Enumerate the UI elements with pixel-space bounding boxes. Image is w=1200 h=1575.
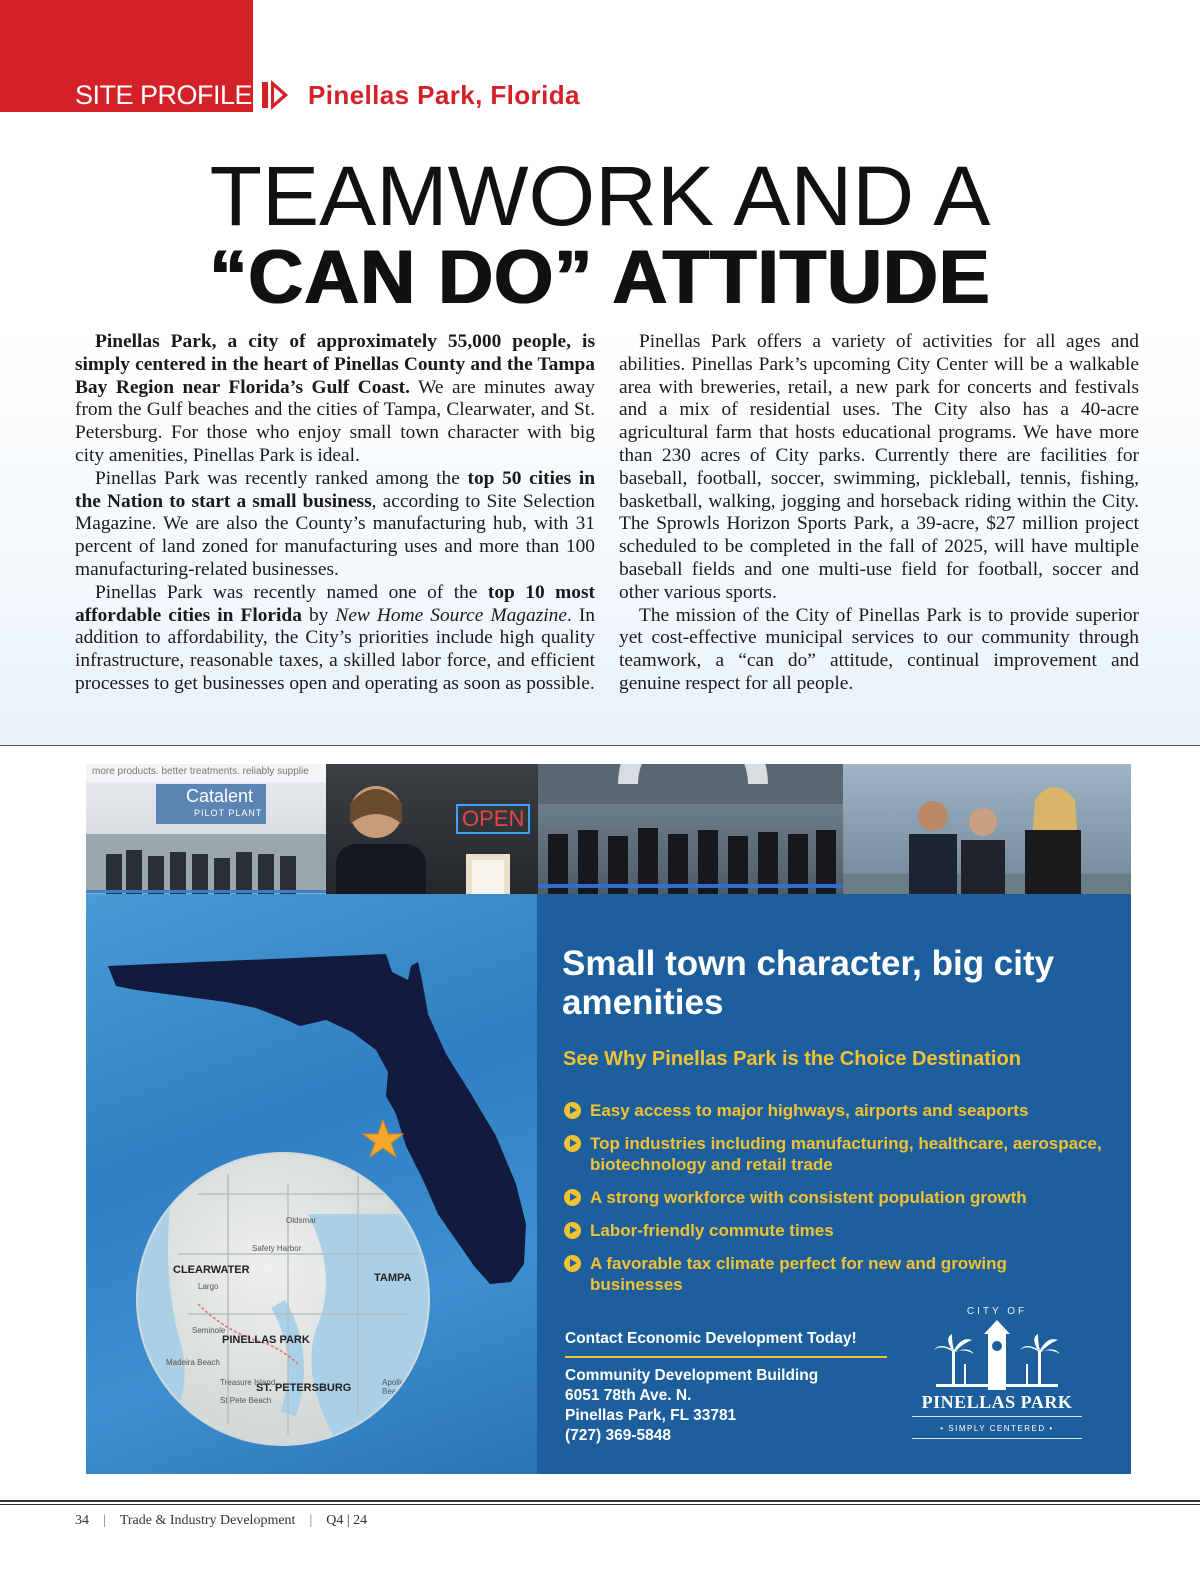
section-header <box>75 77 580 113</box>
chevron-right-icon <box>262 78 290 112</box>
phone-number: (727) 369-5848 <box>565 1427 671 1444</box>
map-label-largo: Largo <box>198 1282 219 1291</box>
photo-sign-text: Catalent <box>186 786 254 806</box>
section-divider <box>0 745 1200 746</box>
map-label-seminole: Seminole <box>192 1326 226 1335</box>
ad-subhead: See Why Pinellas Park is the Choice Destination <box>563 1048 1021 1070</box>
article-paragraph <box>619 605 1139 696</box>
article-column-2 <box>619 331 1139 696</box>
address-line: 6051 78th Ave. N. <box>565 1387 692 1404</box>
logo-name: PINELLAS PARK <box>921 1392 1073 1412</box>
list-item: A strong workforce with consistent population growth <box>564 1187 1104 1208</box>
advertisement <box>86 764 1131 1474</box>
paragraph-text: , according to Site Selection Magazine. We are also the County’s manufacturing hub, with 31 percent of land zoned for manufacturing uses and more than 100 manufacturing-related businesses. <box>75 490 595 580</box>
paragraph-text: top 10 most affordable cities in Florida <box>75 581 596 626</box>
paragraph-text: top 50 cities in the Nation to start a small business <box>75 467 595 512</box>
article-column-1 <box>75 331 595 696</box>
issue-label: Q4 | 24 <box>326 1513 368 1528</box>
list-item: Top industries including manufacturing, healthcare, aerospace, biotechnology and retail trade <box>564 1133 1104 1175</box>
map-label-apollo-beach: Apollo Beach <box>382 1378 405 1396</box>
article-paragraph <box>75 468 595 582</box>
play-bullet-icon <box>564 1135 581 1152</box>
clock-tower-palm-icon <box>932 1320 1062 1390</box>
paragraph-text: The mission of the City of Pinellas Park is to provide superior yet cost-effective municipal services to our community through teamwork, a “can do” attitude, continual improvement and genuine respect for all people. <box>619 604 1139 694</box>
paragraph-text: Pinellas Park was recently named one of the <box>95 581 488 603</box>
open-sign: OPEN <box>456 804 530 834</box>
list-item: Labor-friendly commute times <box>564 1220 1104 1241</box>
article-paragraph <box>75 331 595 468</box>
page-footer <box>75 1510 367 1532</box>
map-label-madeira-beach: Madeira Beach <box>166 1358 220 1367</box>
map-label-st-pete-beach: St Pete Beach <box>220 1396 272 1405</box>
paragraph-text: Pinellas Park was recently ranked among the <box>95 467 468 489</box>
footer-separator: | <box>103 1513 106 1528</box>
article-paragraph <box>75 582 595 696</box>
city-logo <box>912 1306 1082 1442</box>
ad-address <box>565 1366 818 1446</box>
paragraph-text: New Home Source Magazine <box>335 604 567 626</box>
address-line: Community Development Building <box>565 1367 819 1384</box>
paragraph-text: by <box>301 604 336 626</box>
headline-line2: “CAN DO” ATTITUDE <box>209 235 991 320</box>
ad-contact-cta: Contact Economic Development Today! <box>565 1330 857 1347</box>
map-label-tampa: TAMPA <box>374 1272 412 1284</box>
article-paragraph <box>619 331 1139 605</box>
map-label-clearwater: CLEARWATER <box>173 1264 250 1276</box>
logo-tagline: • SIMPLY CENTERED • <box>940 1424 1054 1433</box>
ad-headline: Small town character, big city amenities <box>562 944 1055 1022</box>
pinellas-area-map <box>136 1152 430 1446</box>
paragraph-text: Pinellas Park offers a variety of activities for all ages and abilities. Pinellas Park’s upcoming City Center will be a walkable area with breweries, retail, a new park for concerts and festivals and a mix of residential uses. The City also has a 40-acre agricultural farm that hosts educational programs. We have more than 230 acres of City parks. Currently there are facilities for baseball, football, soccer, swimming, pickleball, tennis, fishing, basketball, walking, jogging and horseback riding within the City. The Sprowls Horizon Sports Park, a 39-acre, $27 million project scheduled to be completed in the fall of 2025, will have multiple baseball fields and one multi-use field for football, soccer and other various sports. <box>619 331 1139 603</box>
ad-bullet-list <box>564 1100 1104 1307</box>
map-label-pinellas-park: PINELLAS PARK <box>222 1334 310 1346</box>
list-item: Easy access to major highways, airports and seaports <box>564 1100 1104 1121</box>
section-label: SITE PROFILE <box>75 79 253 110</box>
paragraph-text: We are minutes away from the Gulf beaches and the cities of Tampa, Clearwater, and St. Petersburg. For those who enjoy small town character with big city amenities, Pinellas Park is ideal. <box>75 376 595 466</box>
play-bullet-icon <box>564 1255 581 1272</box>
play-bullet-icon <box>564 1222 581 1239</box>
footer-separator: | <box>309 1513 313 1528</box>
publication-name: Trade & Industry Development <box>119 1513 296 1528</box>
page-number: 34 <box>75 1513 89 1528</box>
logo-rule <box>912 1416 1082 1417</box>
contact-underline <box>565 1356 887 1358</box>
play-bullet-icon <box>564 1189 581 1206</box>
list-item: A favorable tax climate perfect for new and growing businesses <box>564 1253 1104 1295</box>
logo-city-of: CITY OF <box>966 1306 1028 1317</box>
paragraph-text: Pinellas Park, a city of approximately 55,000 people, is simply centered in the heart of Pinellas County and the Tampa Bay Region near Florida’s Gulf Coast. <box>75 331 595 398</box>
footer-rule <box>0 1500 1200 1502</box>
address-line: Pinellas Park, FL 33781 <box>565 1407 737 1424</box>
location-title: Pinellas Park, Florida <box>308 79 580 110</box>
logo-rule <box>912 1438 1082 1439</box>
headline-line1: TEAMWORK AND A <box>209 149 991 243</box>
play-bullet-icon <box>564 1102 581 1119</box>
map-label-st-petersburg: ST. PETERSBURG <box>256 1382 352 1394</box>
photo-banner-text: more products. better treatments. reliably supplie <box>92 766 309 777</box>
photo-sign-subtext: PILOT PLANT <box>194 808 263 818</box>
map-label-oldsmar: Oldsmar <box>286 1216 317 1225</box>
map-label-treasure-island: Treasure Island <box>220 1378 276 1387</box>
map-label-safety-harbor: Safety Harbor <box>252 1244 302 1253</box>
footer-rule <box>0 1504 1200 1505</box>
paragraph-text: . In addition to affordability, the City’s priorities include high quality infrastructure, reasonable taxes, a skilled labor force, and efficient processes to get businesses open and operating as soon as possible. <box>75 604 595 694</box>
